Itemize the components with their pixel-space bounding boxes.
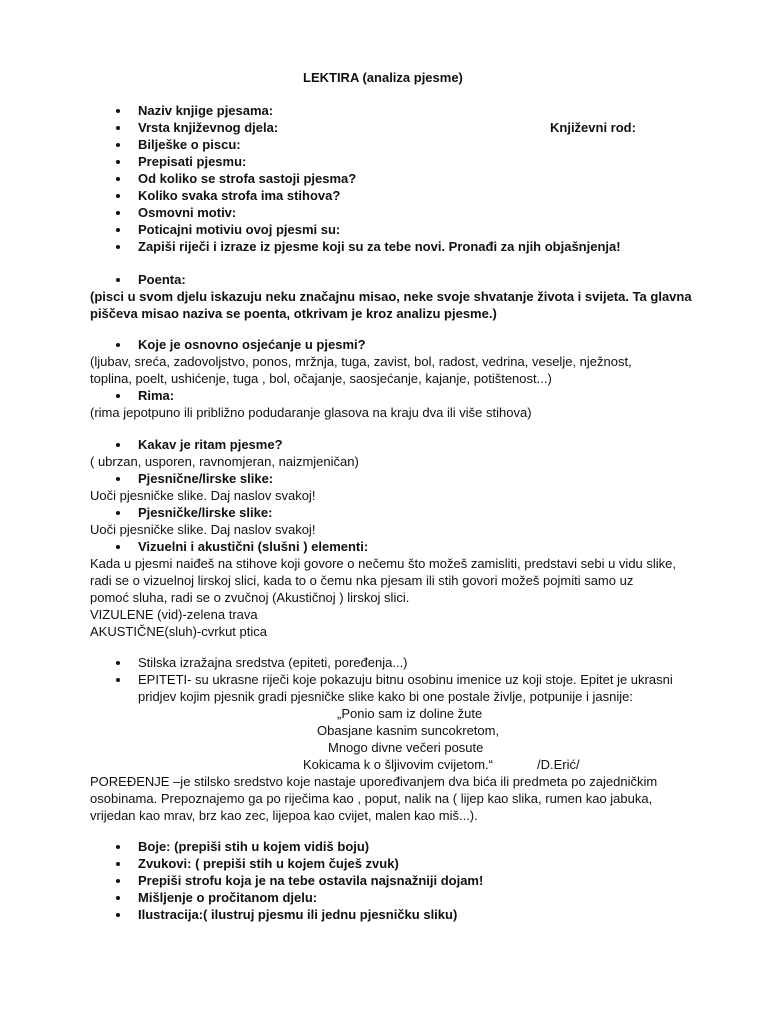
bullet-icon xyxy=(116,879,120,883)
list-item-motiv: Osmovni motiv: xyxy=(138,205,237,220)
bullet-icon xyxy=(116,228,120,232)
list-item-poticajni: Poticajni motiviu ovoj pjesmi su: xyxy=(138,222,341,237)
bullet-icon xyxy=(116,143,120,147)
list-item-rima: Rima: xyxy=(138,388,175,403)
list-item-poenta: Poenta: xyxy=(138,272,186,287)
list-item-stil: Stilska izražajna sredstva (epiteti, poređenja...) xyxy=(138,655,408,670)
list-item-naziv: Naziv knjige pjesama: xyxy=(138,103,274,118)
vizuelni-text: Kada u pjesmi naiđeš na stihove koji govore o nečemu što možeš zamisliti, predstavi sebi u vidu slike, xyxy=(90,556,677,571)
list-item-biljeske: Bilješke o piscu: xyxy=(138,137,241,152)
list-item-ilustracija: Ilustracija:( ilustruj pjesmu ili jednu pjesničku sliku) xyxy=(138,907,458,922)
bullet-icon xyxy=(116,443,120,447)
poredjenje-text: osobinama. Prepoznajemo ga po riječima kao , poput, nalik na ( lijep kao slika, rumen kao jabuka, xyxy=(90,791,653,806)
list-item-osjecanje: Koje je osnovno osjećanje u pjesmi? xyxy=(138,337,366,352)
akusticni-example: AKUSTIČNE(sluh)-cvrkut ptica xyxy=(90,624,267,639)
bullet-icon xyxy=(116,862,120,866)
list-item-prepisati: Prepisati pjesmu: xyxy=(138,154,247,169)
bullet-icon xyxy=(116,477,120,481)
list-item-slike-1: Pjesnične/lirske slike: xyxy=(138,471,274,486)
vizuelni-text: radi se o vizuelnoj lirskoj slici, kada to o čemu nka pjesam ili stih govori možeš pojmiti samo uz xyxy=(90,573,634,588)
page-title: LEKTIRA (analiza pjesme) xyxy=(303,70,463,85)
list-item-strofa: Prepiši strofu koja je na tebe ostavila najsnažniji dojam! xyxy=(138,873,484,888)
bullet-icon xyxy=(116,278,120,282)
bullet-icon xyxy=(116,126,120,130)
bullet-icon xyxy=(116,678,120,682)
bullet-icon xyxy=(116,896,120,900)
bullet-icon xyxy=(116,194,120,198)
poem-line: Kokicama k o šljivovim cvijetom.“ xyxy=(303,757,493,772)
vizuelni-text: pomoć sluha, radi se o zvučnoj (Akustičnoj ) lirskoj slici. xyxy=(90,590,410,605)
bullet-icon xyxy=(116,343,120,347)
poem-line: Obasjane kasnim suncokretom, xyxy=(317,723,500,738)
slike-text: Uoči pjesničke slike. Daj naslov svakoj! xyxy=(90,522,316,537)
epiteti-text: EPITETI- su ukrasne riječi koje pokazuju bitnu osobinu imenice uz koji stoje. Epitet je ukrasni xyxy=(138,672,673,687)
list-item-ritam: Kakav je ritam pjesme? xyxy=(138,437,283,452)
list-item-rijeci: Zapiši riječi i izraze iz pjesme koji su za tebe novi. Pronađi za njih objašnjenja! xyxy=(138,239,621,254)
epiteti-text: pridjev kojim pjesnik gradi pjesničke slike kako bi one postale življe, potpunije i jasnije: xyxy=(138,689,633,704)
poem-author: /D.Erić/ xyxy=(537,757,580,772)
list-item-vizuelni: Vizuelni i akustični (slušni ) elementi: xyxy=(138,539,369,554)
poem-line: Mnogo divne večeri posute xyxy=(328,740,484,755)
bullet-icon xyxy=(116,511,120,515)
list-item-boje: Boje: (prepiši stih u kojem vidiš boju) xyxy=(138,839,370,854)
list-item-strofe: Od koliko se strofa sastoji pjesma? xyxy=(138,171,357,186)
poem-line: „Ponio sam iz doline žute xyxy=(337,706,483,721)
list-item-slike-2: Pjesničke/lirske slike: xyxy=(138,505,273,520)
bullet-icon xyxy=(116,913,120,917)
list-item-zvukovi: Zvukovi: ( prepiši stih u kojem čuješ zvuk) xyxy=(138,856,399,871)
poredjenje-text: POREĐENJE –je stilsko sredstvo koje nastaje upoređivanjem dva bića ili predmeta po zajedničkim xyxy=(90,774,658,789)
bullet-icon xyxy=(116,245,120,249)
ritam-text: ( ubrzan, usporen, ravnomjeran, naizmjeničan) xyxy=(90,454,359,469)
rima-text: (rima jepotpuno ili približno podudaranje glasova na kraju dva ili više stihova) xyxy=(90,405,532,420)
bullet-icon xyxy=(116,394,120,398)
bullet-icon xyxy=(116,109,120,113)
bullet-icon xyxy=(116,211,120,215)
slike-text: Uoči pjesničke slike. Daj naslov svakoj! xyxy=(90,488,316,503)
osjecanje-text: toplina, poelt, ushićenje, tuga , bol, očajanje, saosjećanje, kajanje, potištenost...) xyxy=(90,371,552,386)
list-item-stihovi: Koliko svaka strofa ima stihova? xyxy=(138,188,341,203)
bullet-icon xyxy=(116,545,120,549)
bullet-icon xyxy=(116,845,120,849)
poenta-text: (pisci u svom djelu iskazuju neku značajnu misao, neke svoje shvatanje života i svijeta. Ta glavna xyxy=(90,289,692,304)
vizuelni-example: VIZULENE (vid)-zelena trava xyxy=(90,607,258,622)
bullet-icon xyxy=(116,661,120,665)
list-item-rod: Književni rod: xyxy=(550,120,636,135)
poredjenje-text: vrijedan kao mrav, brz kao zec, lijepoa kao cvijet, malen kao miš...). xyxy=(90,808,478,823)
bullet-icon xyxy=(116,177,120,181)
poenta-text: piščeva misao naziva se poenta, otkrivam je kroz analizu pjesme.) xyxy=(90,306,497,321)
list-item-misljenje: Mišljenje o pročitanom djelu: xyxy=(138,890,318,905)
bullet-icon xyxy=(116,160,120,164)
osjecanje-text: (ljubav, sreća, zadovoljstvo, ponos, mržnja, tuga, zavist, bol, radost, vedrina, veselje, nježnost, xyxy=(90,354,632,369)
list-item-vrsta: Vrsta književnog djela: xyxy=(138,120,279,135)
